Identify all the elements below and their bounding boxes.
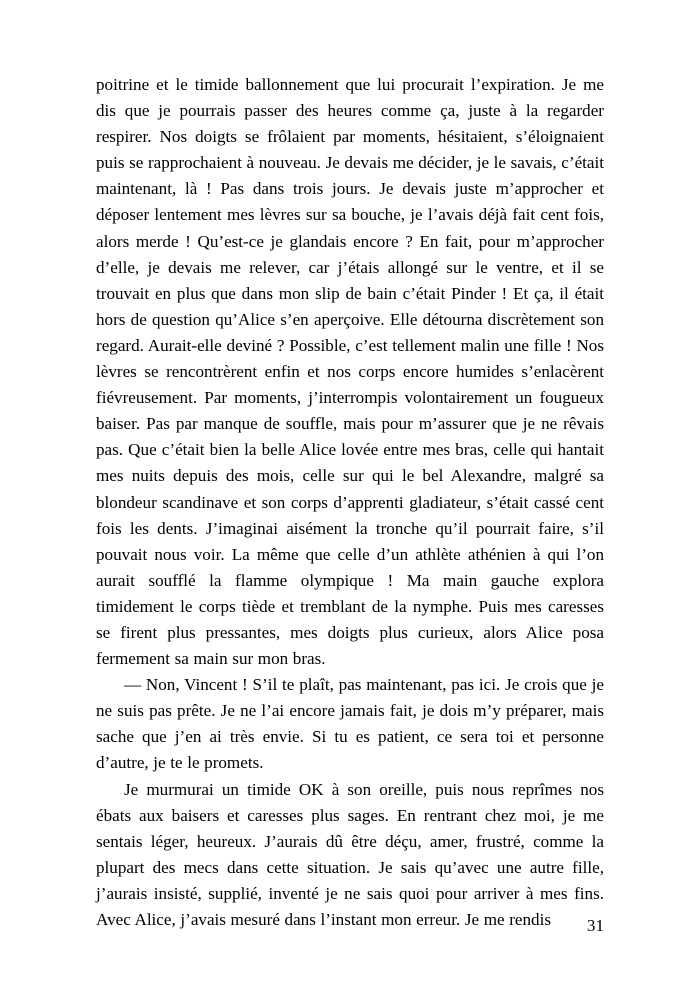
paragraph-1: poitrine et le timide ballonnement que lui procurait l’expiration. Je me dis que je pourrais passer des heures comme ça, juste à la regarder respirer. Nos doigts se frôlaient par moments, hésitaient, s’éloignaient puis se rapprochaient à nouveau. Je devais me décider, je le savais, c’était maintenant, là ! Pas dans trois jours. Je devais juste m’approcher et déposer lentement mes lèvres sur sa bouche, je l’avais déjà fait cent fois, alors merde ! Qu’est-ce je glandais encore ? En fait, pour m’approcher d’elle, je devais me relever, car j’étais allongé sur le ventre, et il se trouvait en plus que dans mon slip de bain c’était Pinder ! Et ça, il était hors de question qu’Alice s’en aperçoive. Elle détourna discrètement son regard. Aurait-elle deviné ? Possible, c’est tellement malin une fille ! Nos lèvres se rencontrèrent enfin et nos corps encore humides s’enlacèrent fiévreusement. Par moments, j’interrompis volontairement un fougueux baiser. Pas par manque de souffle, mais pour m’assurer que je ne rêvais pas. Que c’était bien la belle Alice lovée entre mes bras, celle qui hantait mes nuits depuis des mois, celle sur qui le bel Alexandre, malgré sa blondeur scandinave et son corps d’apprenti gladiateur, s’était cassé cent fois les dents. J’imaginai aisément la tronche qu’il pourrait faire, s’il pouvait nous voir. La même que celle d’un athlète athénien à qui l’on aurait soufflé la flamme olympique ! Ma main gauche explora timidement le corps tiède et tremblant de la nymphe. Puis mes caresses se firent plus pressantes, mes doigts plus curieux, alors Alice posa fermement sa main sur mon bras. <box>96 75 604 669</box>
paragraph-2-dialogue: — Non, Vincent ! S’il te plaît, pas maintenant, pas ici. Je crois que je ne suis pas prête. Je ne l’ai encore jamais fait, je dois m’y préparer, mais sache que j’en ai très envie. Si tu es patient, ce sera toi et personne d’autre, je te le promets. <box>96 675 604 773</box>
page-text-block <box>96 72 604 933</box>
page-number: 31 <box>586 916 604 935</box>
paragraph-3: Je murmurai un timide OK à son oreille, puis nous reprîmes nos ébats aux baisers et caresses plus sages. En rentrant chez moi, je me sentais léger, heureux. J’aurais dû être déçu, amer, frustré, comme la plupart des mecs dans cette situation. Je sais qu’avec une autre fille, j’aurais insisté, supplié, inventé je ne sais quoi pour arriver à mes fins. Avec Alice, j’avais mesuré dans l’instant mon erreur. Je me rendis <box>96 779 604 929</box>
